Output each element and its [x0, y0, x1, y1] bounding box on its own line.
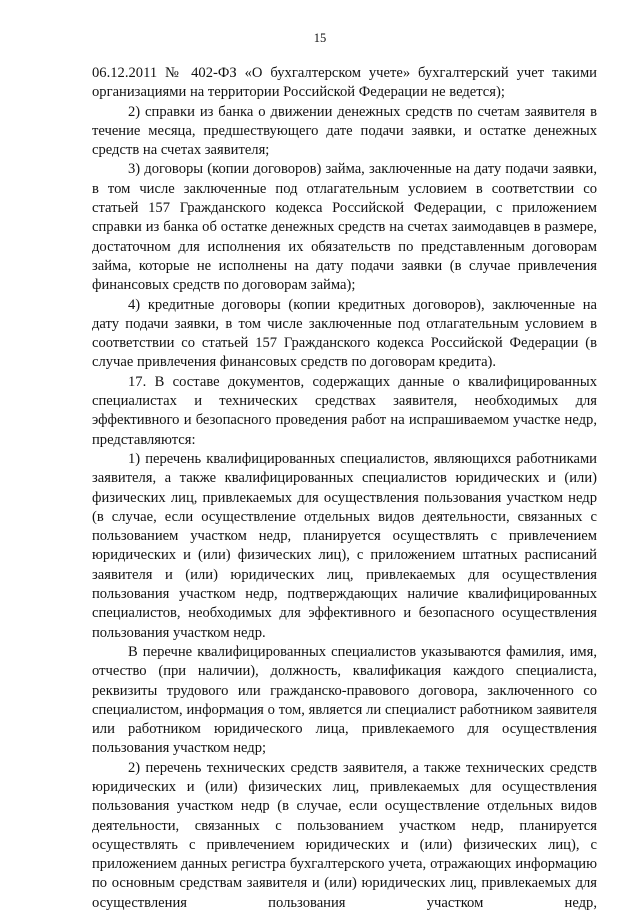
document-body: [92, 64, 597, 913]
paragraph-list-of-technical-means: 2) перечень технических средств заявителя, а также технических средств юридических и (или) физических лиц, привлекаемых для осуществления пользования участком недр (в случае, если осуществление отдельных видов деятельности, связанных с пользованием участком недр, планируется осуществлять с привлечением юридических и (или) физических лиц), с приложением данных регистра бухгалтерского учета, отражающих информацию по основным средствам заявителя и (или) юридических лиц, привлекаемых для осуществления пользования участком недр,: [92, 759, 597, 911]
paragraph-section-17: 17. В составе документов, содержащих данные о квалифицированных специалистах и технических средствах заявителя, необходимых для эффективного и безопасного проведения работ на испрашиваемом участке недр, представляются:: [92, 373, 597, 448]
paragraph-item-4-credit-agreements: 4) кредитные договоры (копии кредитных договоров), заключенные на дату подачи заявки, в том числе заключенные под отлагательным условием в соответствии со статьей 157 Гражданского кодекса Российской Федерации (в случае привлечения финансовых средств по договорам кредита).: [92, 296, 597, 371]
paragraph-list-of-specialists: 1) перечень квалифицированных специалистов, являющихся работниками заявителя, а также квалифицированных специалистов юридических и (или) физических лиц, привлекаемых для осуществления пользования участком недр (в случае, если осуществление отдельных видов деятельности, связанных с пользованием участком недр, планируется осуществлять с привлечением юридических и (или) физических лиц), с приложением штатных расписаний заявителя и (или) юридических лиц, привлекаемых для осуществления пользования участком недр, подтверждающих наличие квалифицированных специалистов, необходимых для эффективного и безопасного осуществления пользования участком недр.: [92, 450, 597, 641]
paragraph-specialists-details: В перечне квалифицированных специалистов указываются фамилия, имя, отчество (при наличии), должность, квалификация каждого специалиста, реквизиты трудового или гражданско-правового договора, заключенного со специалистом, информация о том, является ли специалист работником заявителя или работником юридического лица, привлекаемого для осуществления пользования участком недр;: [92, 643, 597, 757]
paragraph-item-2-bank-statements: 2) справки из банка о движении денежных средств по счетам заявителя в течение месяца, предшествующего дате подачи заявки, и остатке денежных средств на счетах заявителя;: [92, 103, 597, 159]
page-number: 15: [313, 31, 327, 45]
paragraph-item-3-loan-agreements: 3) договоры (копии договоров) займа, заключенные на дату подачи заявки, в том числе заключенные под отлагательным условием в соответствии со статьей 157 Гражданского кодекса Российской Федерации, с приложением справки из банка об остатке денежных средств на счетах заимодавцев в размере, достаточном для исполнения их обязательств по представленным договорам займа, которые не исполнены на дату подачи заявки (в случае привлечения финансовых средств по договорам займа);: [92, 161, 597, 294]
paragraph-continuation: 06.12.2011 № 402-ФЗ «О бухгалтерском учете» бухгалтерский учет такими организациями на территории Российской Федерации не ведется);: [92, 65, 597, 101]
